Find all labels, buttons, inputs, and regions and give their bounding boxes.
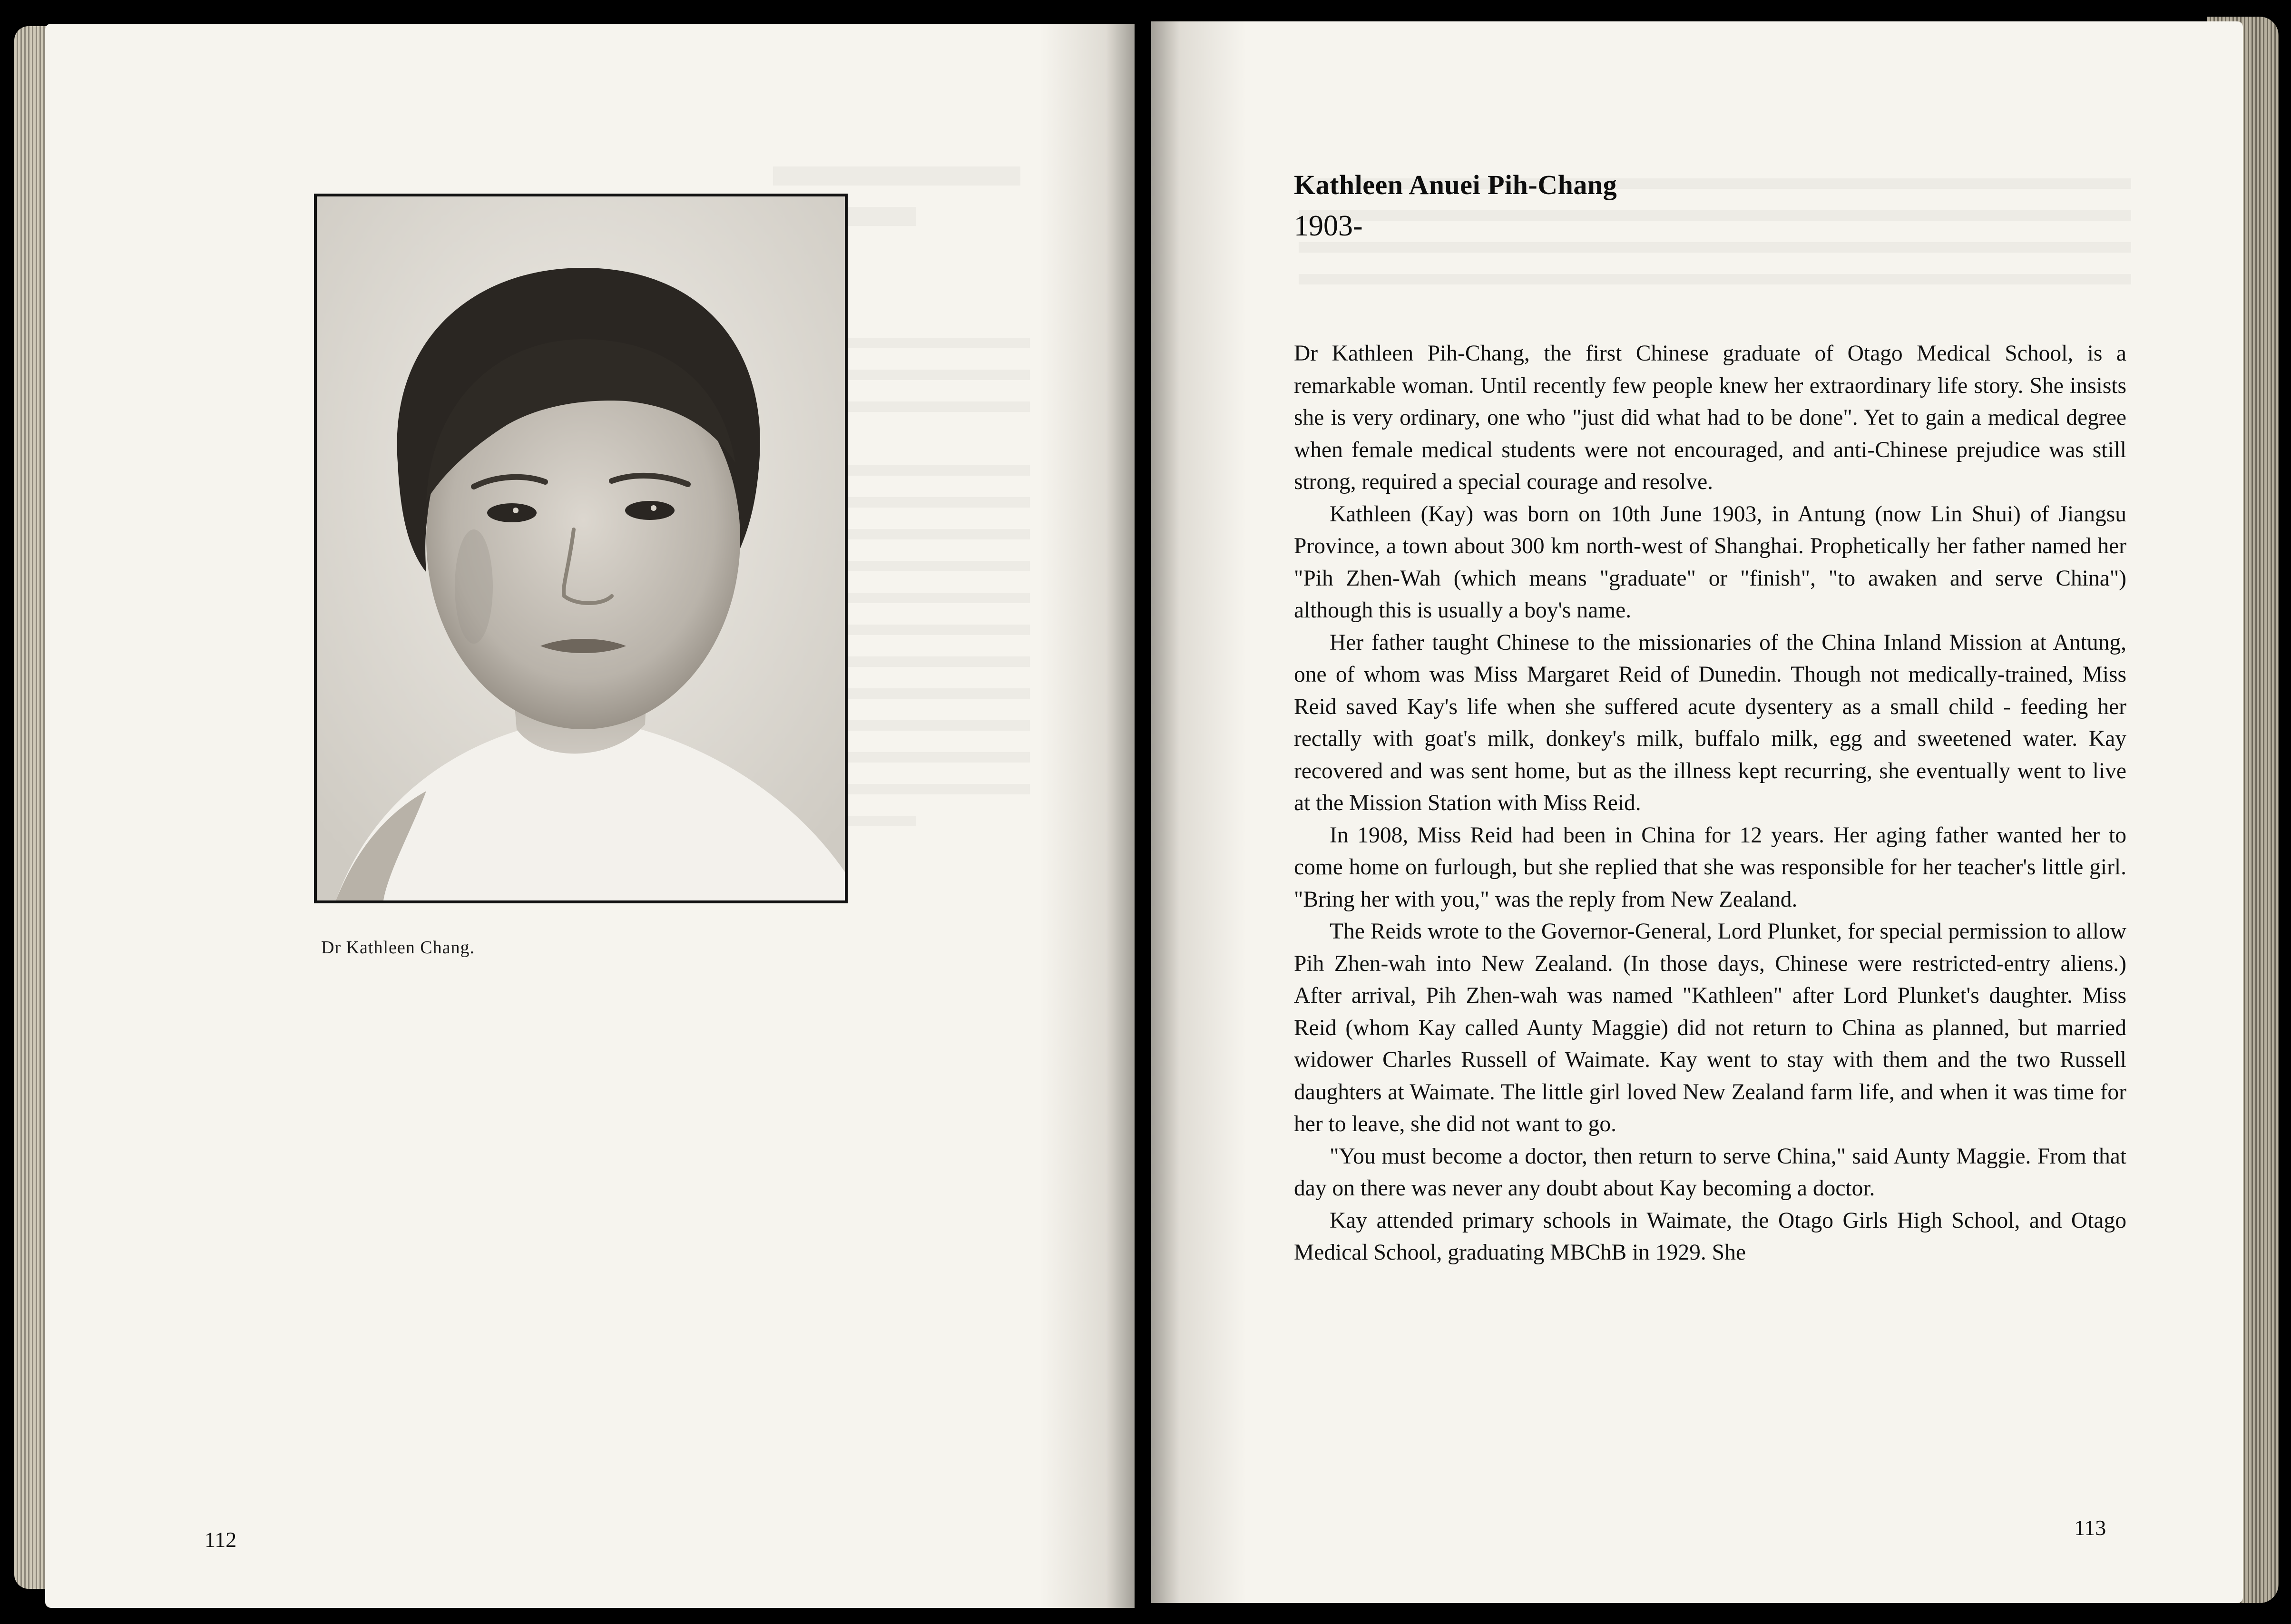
left-page (45, 24, 1135, 1608)
article-years: 1903- (1294, 210, 1363, 242)
gutter-shadow-left (1039, 24, 1135, 1608)
page-number-left: 112 (205, 1527, 237, 1552)
paragraph: Kathleen (Kay) was born on 10th June 1903, in Antung (now Lin Shui) of Jiangsu Province, a town about 300 km north-west of Shanghai. Prophetically her father named her "Pih Zhen-Wah (which means "graduate" or "finish", "to awaken and serve China") although this is usually a boy's name. (1294, 501, 2126, 623)
article-title: Kathleen Anuei Pih-Chang (1294, 169, 1617, 200)
paragraph: Kay attended primary schools in Waimate, the Otago Girls High School, and Otago Medical School, graduating MBChB in 1929. She (1294, 1208, 2126, 1265)
gutter-shadow-right (1151, 21, 1246, 1603)
article-body (1294, 338, 2126, 1269)
paragraph: Dr Kathleen Pih-Chang, the first Chinese graduate of Otago Medical School, is a remarkable woman. Until recently few people knew her extraordinary life story. She insists she is very ordinary, one who "just did what had to be done". Yet to gain a medical degree when female medical students were not encouraged, and anti-Chinese prejudice was still strong, required a special courage and resolve. (1294, 341, 2126, 494)
portrait-image (317, 196, 845, 900)
paragraph: In 1908, Miss Reid had been in China for 12 years. Her aging father wanted her to come home on furlough, but she replied that she was responsible for her teacher's little girl. "Bring her with you," was the reply from New Zealand. (1294, 822, 2126, 912)
page-number-right: 113 (2074, 1516, 2106, 1540)
paragraph: The Reids wrote to the Governor-General, Lord Plunket, for special permission to allow Pih Zhen-wah into New Zealand. (In those days, Chinese were restricted-entry aliens.) After arrival, Pih Zhen-wah was named "Kathleen" after Lord Plunket's daughter. Miss Reid (whom Kay called Aunty Maggie) did not return to China as planned, but married widower Charles Russell of Waimate. Kay went to stay with them and the two Russell daughters at Waimate. The little girl loved New Zealand farm life, and when it was time for her to leave, she did not want to go. (1294, 919, 2126, 1136)
portrait-photo (314, 194, 848, 903)
photo-caption: Dr Kathleen Chang. (321, 938, 475, 958)
paragraph: Her father taught Chinese to the missionaries of the China Inland Mission at Antung, one of whom was Miss Margaret Reid of Dunedin. Though not medically-trained, Miss Reid saved Kay's life when she suffered acute dysentery as a small child - feeding her rectally with goat's milk, donkey's milk, buffalo milk, egg and sweetened water. Kay recovered and was sent home, but as the illness kept recurring, she eventually went to live at the Mission Station with Miss Reid. (1294, 630, 2126, 815)
paragraph: "You must become a doctor, then return to serve China," said Aunty Maggie. From that day on there was never any doubt about Kay becoming a doctor. (1294, 1144, 2126, 1201)
right-page (1151, 21, 2243, 1603)
